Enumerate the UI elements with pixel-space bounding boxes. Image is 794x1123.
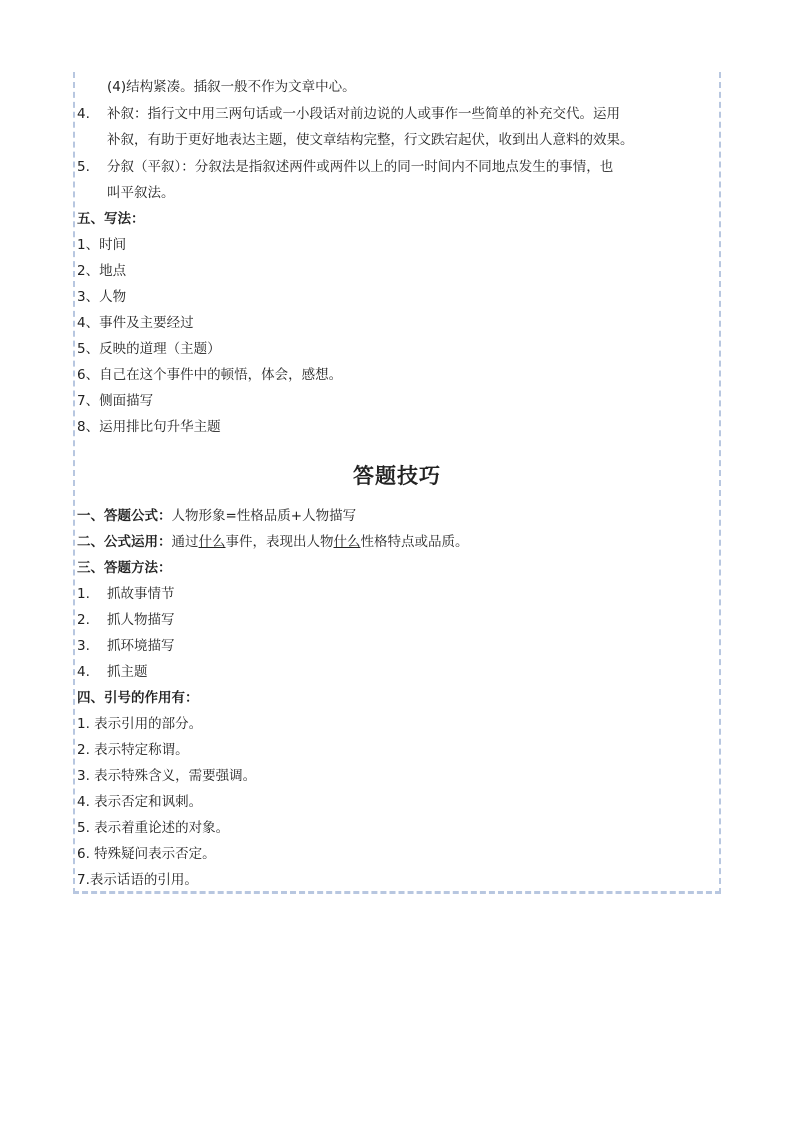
list-item xyxy=(77,637,175,655)
list-text: 抓人物描写 xyxy=(107,612,175,628)
list-number: 2. xyxy=(77,612,90,628)
section-label: 四、引号的作用有： xyxy=(77,690,199,706)
underlined-text: 什么 xyxy=(198,534,226,550)
list-text: 抓故事情节 xyxy=(107,586,175,602)
list-item: 7.表示话语的引用。 xyxy=(77,872,198,888)
section-title: 五、写法： xyxy=(77,211,145,227)
list-item: 3. 表示特殊含义，需要强调。 xyxy=(77,768,257,784)
page-title: 答题技巧 xyxy=(353,464,441,488)
list-item xyxy=(77,663,148,681)
list-item xyxy=(77,611,175,629)
formula-text: 人物形象=性格品质+人物描写 xyxy=(171,508,357,524)
list-number: 4. xyxy=(77,664,90,680)
list-item: 2. 表示特定称谓。 xyxy=(77,742,189,758)
formula-usage-line xyxy=(77,533,469,551)
list-item-5-continued: 叫平叙法。 xyxy=(107,185,175,201)
list-item: 1. 表示引用的部分。 xyxy=(77,716,203,732)
list-item-5 xyxy=(77,158,613,176)
list-text: 抓环境描写 xyxy=(107,638,175,654)
list-item: 6、自己在这个事件中的顿悟，体会，感想。 xyxy=(77,367,343,383)
list-item-sub: (4)结构紧凑。插叙一般不作为文章中心。 xyxy=(107,79,356,95)
text-segment: 通过 xyxy=(171,534,199,550)
list-number: 1. xyxy=(77,586,90,602)
list-text: 分叙（平叙）：分叙法是指叙述两件或两件以上的同一时间内不同地点发生的事情，也 xyxy=(107,159,614,175)
list-number: 4. xyxy=(77,106,90,122)
list-item-4-continued: 补叙，有助于更好地表达主题，使文章结构完整，行文跌宕起伏，收到出人意料的效果。 xyxy=(107,132,634,148)
underlined-text: 什么 xyxy=(333,534,361,550)
list-item: 2、地点 xyxy=(77,263,127,279)
section-label: 二、公式运用： xyxy=(77,534,172,550)
list-item-4 xyxy=(77,105,620,123)
list-item xyxy=(77,585,175,603)
list-item: 5、反映的道理（主题） xyxy=(77,341,221,357)
list-number: 3. xyxy=(77,638,90,654)
list-text: 抓主题 xyxy=(107,664,148,680)
list-item: 4. 表示否定和讽刺。 xyxy=(77,794,203,810)
list-number: 5. xyxy=(77,159,90,175)
list-item: 8、运用排比句升华主题 xyxy=(77,419,221,435)
section-label: 三、答题方法： xyxy=(77,560,172,576)
list-item: 5. 表示着重论述的对象。 xyxy=(77,820,230,836)
list-text: 补叙：指行文中用三两句话或一小段话对前边说的人或事作一些简单的补充交代。运用 xyxy=(107,106,620,122)
section-label: 一、答题公式： xyxy=(77,508,172,524)
list-item: 3、人物 xyxy=(77,289,127,305)
formula-line xyxy=(77,507,356,525)
list-item: 4、事件及主要经过 xyxy=(77,315,194,331)
text-segment: 事件，表现出人物 xyxy=(225,534,334,550)
text-segment: 性格特点或品质。 xyxy=(360,534,469,550)
list-item: 7、侧面描写 xyxy=(77,393,154,409)
list-item: 6. 特殊疑问表示否定。 xyxy=(77,846,216,862)
list-item: 1、时间 xyxy=(77,237,127,253)
